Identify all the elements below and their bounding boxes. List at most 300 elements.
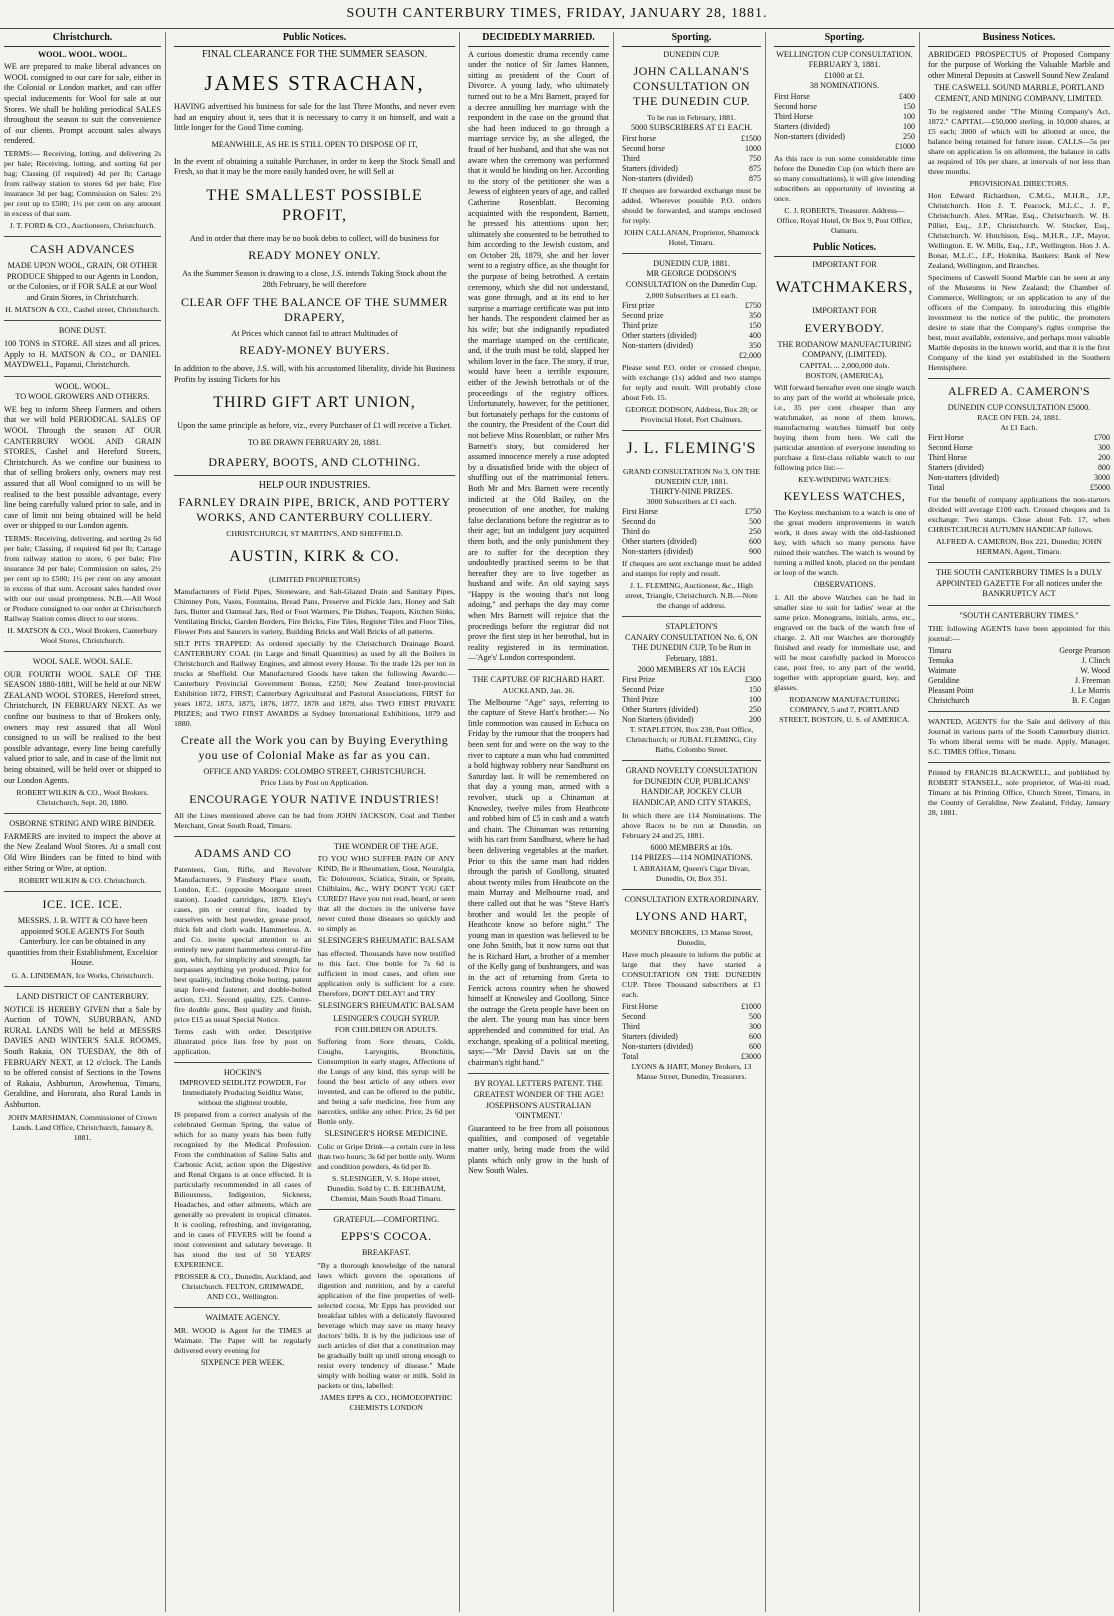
ad-body: 100 TONS in STORE. All sizes and all prices. Apply to H. MATSON & CO., or DANIEL MAYDWELL, Papanui, Christchurch. [4, 338, 161, 370]
row-label: Other starters (divided) [622, 330, 697, 340]
table-row [622, 134, 761, 144]
column-business-notices [924, 32, 1114, 1612]
table-row [622, 1042, 761, 1052]
ad-body: Hon Edward Richardson, C.M.G., M.H.R., J.P., Christchurch. Hon J. T. Peacock, M.L.C., J. P., Christchurch. Alex. M'Rae, Esq., Christchurch. W. H. Pilliet, Esq., J.P., Christchurch. W. Stocker, Esq., Christchurch. W. Hutchison, Esq., M.H.R., J.P., Mayor, Wellington. E. W. Mills, Esq., J.P., Wellington. Hon J. A. Bonar, M.L.C., J.P., Hokitika. Bankers: Bank of New Zealand, Wellington, and Branches. [928, 190, 1110, 270]
row-value: 750 [749, 153, 761, 163]
table-row [622, 517, 761, 527]
ad-signature: GEORGE DODSON, Address, Box 28; or Provincial Hotel, Port Chalmers. [625, 404, 758, 424]
row-label: Total [622, 1052, 639, 1062]
ad-headline: CANARY CONSULTATION No. 6, ON THE DUNEDIN CUP, To be Run in February, 1881. [625, 632, 758, 663]
table-row [928, 463, 1110, 473]
divider [928, 378, 1110, 379]
ad-line: As the Summer Season is drawing to a close, J.S. intends Taking Stock about the 28th February, he will therefore [182, 269, 447, 289]
row-value: 875 [749, 173, 761, 183]
table-row [622, 311, 761, 321]
ad-signature: G. A. LINDEMAN, Ice Works, Christchurch. [11, 971, 154, 981]
divider [928, 562, 1110, 563]
row-label: First Horse [774, 91, 810, 101]
table-row [774, 132, 915, 142]
row-label: Non-starters (divided) [622, 173, 693, 183]
article-body: A curious domestic drama recently came under the notice of Sir James Hannen, sitting as president of the Court of Divorce. A young lady, who ultimately turned out to be a Mrs Barnett, prayed for a decree annulling her marriage with the respondent in the case on the ground that she had been induced to go through a marriage service by, as she alleged, the fraud of her husband, and that she was not aware when the ceremony was performed that it would be binding on her. According to the story of the petitioner she was a Jewess of eighteen years of age, and called Catherine Rosenblatt. Becoming acquainted with the respondent, Barnett, he pressed his attentions upon her; ultimately she consented to be betrothed to him according to the Jewish custom, and on October 28, 1879, she and her lover went to a registry office, as she thought for the purpose of being betrothed. A certain ceremony, which she did not understand, was gone through, and at its end to her surprise a marriage certificate was put into her hands. The respondent claimed her as his wife; but she indignantly repudiated the marriage stamped on the certificate, and, if the truth must be told, slapped her whilom lover in the face. The story, if true, would have been a terrible exposure, either of the Jewish betrothals or of the proceedings of the registry offices. Unfortunately, however, for the petitioner, but fortunately perhaps for the customs of the country, the President of the Court did not believe Miss Rosenblatt, or rather Mrs Barnett's story, but considered her assumed innocence merely a ruse adopted by a dissatisfied bride with the object of shuffling out of the matrimonial fetters. Both Mr and Mrs Barnett were recently indicted at the Old Bailey, on the prosecution of one another, for making false declarations before the registrar as to their age; but an indulgent jury acquitted them both, and the only punishment they are to suffer for the deception they undoubtedly practised seems to be that hereafter they are to live together as husband and wife. An old saying says "Happy is the wooing that's not long adoing," and perhaps the day may come when Mrs Barnett will rejoice that the proceedings before the registrar did not prove the first step in her betrothal, but in reality registered in its termination.—'Age's' London correspondent. [468, 49, 609, 663]
advertiser-name: JAMES STRACHAN, [204, 71, 425, 96]
ad-signature: C. J. ROBERTS, Treasurer. Address—Office, Royal Hotel, Or Box 9, Post Office, Oamaru. [776, 205, 913, 235]
ad-signature: JAMES EPPS & CO., HOMOEOPATHIC CHEMISTS LONDON [320, 1392, 453, 1412]
row-value: £750 [745, 507, 761, 517]
row-value: W. Wood [1080, 665, 1110, 675]
ad-signature: T. STAPLETON, Box 238, Post Office, Christchurch; or JUBAL FLEMING, City Baths, Colombo Street. [626, 725, 757, 755]
ad-line: Price Lists by Post on Application. [260, 777, 369, 787]
row-value: £2,000 [739, 350, 761, 360]
ad-line: TO BE DRAWN FEBRUARY 28, 1881. [247, 437, 382, 447]
ad-title: GRAND NOVELTY CONSULTATION for DUNEDIN CUP, PUBLICANS' HANDICAP, JOCKEY CLUB HANDICAP, AND CITY STAKES, [625, 766, 758, 807]
ad-title: OSBORNE STRING AND WIRE BINDER. [9, 819, 156, 829]
table-row [622, 1032, 761, 1042]
row-label: Second Prize [622, 685, 664, 695]
table-row [622, 705, 761, 715]
ad-headline: READY MONEY ONLY. [248, 248, 381, 263]
divider [622, 760, 761, 761]
table-row [622, 321, 761, 331]
row-label: First horse [622, 133, 656, 143]
table-row [928, 433, 1110, 443]
subcolumn-right [318, 842, 456, 1413]
agents-table [928, 646, 1110, 706]
row-label: Second prize [622, 310, 664, 320]
ad-line: MEANWHILE, AS HE IS STILL OPEN TO DISPOSE OF IT, [211, 139, 418, 149]
ad-headline: Create all the Work you can by Buying Everything you use of Colonial Make as far as you can. [180, 733, 449, 763]
ad-headline: 114 PRIZES—114 NOMINATIONS. [630, 853, 753, 863]
ad-body: MESSRS. J. B. WITT & CO have been appointed SOLE AGENTS For South Canterbury. Ice can be obtained in any quantities from their Establishment, Excelsior House. [7, 916, 158, 968]
row-value: £5000 [1090, 483, 1110, 493]
column-sporting-2 [770, 32, 920, 1612]
ad-signature: H. MATSON & CO., Wool Brokers, Canterbury Wool Stores, Christchurch. [7, 626, 158, 645]
table-row [928, 686, 1110, 696]
row-label: Third do [622, 527, 650, 537]
row-label [774, 142, 884, 152]
row-value: 150 [903, 101, 915, 111]
table-row [928, 483, 1110, 493]
ad-signature: RODANOW MANUFACTURING COMPANY, 5 and 7, PORTLAND STREET, BOSTON, U. S. of AMERICA. [779, 694, 910, 724]
divider [4, 320, 161, 321]
ad-headline: AUSTIN, KIRK & CO. [229, 548, 400, 566]
prize-table [774, 92, 915, 152]
ad-body: 1. All the above Watches can be had in smaller size to suit for ladies' wear at the same price. Monograms, initials, arms, etc., engraved on the back of the watch free of charge. 2. All our Watches are thoroughly finished and ready for immediate use, and will be most carefully packed in Morocco case, post free, to any part of the world, together with appropriate guard, key, and glasses. [774, 592, 915, 692]
row-value: 900 [749, 547, 761, 557]
ad-body: Guaranteed to be free from all poisonous qualities, and composed of vegetable matter only, being made from the wild plants which only grow in the bush of New South Wales. [468, 1123, 609, 1176]
ad-headline: WATCHMAKERS, [775, 279, 914, 297]
divider [4, 651, 161, 652]
table-row [774, 102, 915, 112]
ad-line: IMPORTANT FOR [812, 259, 877, 269]
ad-signature: ALFRED A. CAMERON, Box 221, Dunedin; JOHN HERMAN, Agent, Timaru. [936, 537, 1102, 557]
ad-subtitle: TO WOOL GROWERS AND OTHERS. [15, 392, 150, 402]
ad-body: TO YOU WHO SUFFER PAIN OF ANY KIND, Be it Rheumatism, Gout, Neuralgia, Tic Doloureux, Sciatica, Strain, or Sprain, Chilblains, &c., WHY DON'T YOU GET CURED? Have you not read, heard, or seen that all the doctors in the universe have never cured those diseases so quickly and so simply as [317, 854, 455, 934]
ad-title: OBSERVATIONS. [813, 579, 876, 589]
ad-title: WAIMATE AGENCY. [205, 1313, 280, 1323]
ad-body: In the event of obtaining a suitable Purchaser, in order to keep the Stock Small and Fresh, so that it may be the more easily handed over, he will Sell at [174, 156, 455, 177]
ad-signature: J. T. FORD & CO., Auctioneers, Christchurch. [9, 220, 156, 230]
ad-headline: THE SMALLEST POSSIBLE PROFIT, [206, 186, 423, 224]
table-row [928, 443, 1110, 453]
table-row [622, 1052, 761, 1062]
ad-title: CASH ADVANCES [30, 241, 135, 256]
ad-headline: DRAPERY, BOOTS, AND CLOTHING. [208, 454, 421, 469]
table-row [928, 656, 1110, 666]
divider [928, 605, 1110, 606]
row-value: 250 [749, 527, 761, 537]
imprint: Printed by FRANCIS BLACKWELL, and published by ROBERT STANSELL, sole proprietor, of Wai-iti road, Timaru at his Printing Office, Church Street, Timaru, in the County of Geraldine, New Zealand, Friday, January 28, 1881. [928, 767, 1110, 817]
ad-body: Specimens of Caswell Sound Marble can be seen at any of the Museums in New Zealand; the Chamber of Commerce, Wellington; or on application to any of the officers of the Company. In introducing this eligible investment to the notice of the public, the promoters desire to state that the Company's rights comprise the best, most available, extensive, and perhaps most valuable Marble deposits in the known world, and that it is the first Company of the kind yet established in the Southern Hemisphere. [928, 272, 1110, 372]
row-label: First Horse [622, 507, 658, 517]
ad-body: WANTED, AGENTS for the Sale and delivery of this Journal in various parts of the South Canterbury district. To whom liberal terms will be made. Apply, Manager, S.C. TIMES Office, Timaru. [928, 716, 1110, 756]
row-value: £700 [1094, 433, 1110, 443]
row-value: 350 [749, 340, 761, 350]
divider [622, 889, 761, 890]
row-label: Non-starters (divided) [774, 131, 845, 141]
row-label: Non-starters (divided) [622, 340, 693, 350]
ad-subtitle: GRAND CONSULTATION No 3, ON THE DUNEDIN CUP, 1881. [622, 466, 761, 486]
ad-subtitle: MONEY BROKERS, 13 Manse Street, Dunedin, [630, 928, 753, 948]
divider [4, 986, 161, 987]
ad-terms: TERMS:— Receiving, lotting, and delivering 2s per bale; Receiving, lotting, and sorting 6d per bag; Classing (if required) 4d per lb; Cartage from railway station to stores 6d per bale; Fire insurance 3d per bag; Commission on Sales: 2½ per cent up to £500; 1½ per cent on any amount in excess of that sum. [4, 148, 161, 218]
row-label: First Horse [622, 1002, 658, 1012]
article-dateline: AUCKLAND, Jan. 26. [502, 685, 575, 695]
ad-signature: LYONS & HART, Money Brokers, 13 Manse Street, Dunedin, Treasurers. [631, 1062, 752, 1082]
table-row [774, 92, 915, 102]
ad-title: STAPLETON'S [665, 622, 718, 632]
row-label: Second [622, 1012, 646, 1022]
row-value: 500 [749, 1012, 761, 1022]
ad-line: £1000 at £1. [824, 70, 865, 80]
ad-body: OUR FOURTH WOOL SALE OF THE SEASON 1880-1881, Will be held at our NEW ZEALAND WOOL STORES, Hereford street, Christchurch, IN FEBRUARY NEXT. As we confine our business to that of Brokers only, owners may rest assured that all Wool consigned to us will be realised to the best possible advantage, every line being carefully valued prior to sale, and in case of the limit not being obtained, will be held over or shipped to our London Agents. [4, 669, 161, 785]
row-value: 3000 [1094, 473, 1110, 483]
row-label: Geraldine [928, 675, 960, 685]
ad-line: At Prices which cannot fail to attract Multitudes of [231, 328, 398, 338]
table-row [622, 1012, 761, 1022]
ad-title: BY ROYAL LETTERS PATENT. THE GREATEST WONDER OF THE AGE! [473, 1079, 604, 1099]
ad-headline: FARNLEY DRAIN PIPE, BRICK, AND POTTERY WORKS, AND CANTERBURY COLLIERY. [178, 495, 451, 525]
table-row [774, 122, 915, 132]
row-label: First Prize [622, 675, 656, 685]
row-label: First prize [622, 300, 655, 310]
table-row [622, 527, 761, 537]
ad-signature: ROBERT WILKIN & CO., Wool Brokers. Christchurch, Sept. 20, 1880. [16, 788, 149, 808]
column-heading: Business Notices. [928, 32, 1110, 47]
divider [174, 1062, 312, 1063]
row-label: Third Horse [774, 111, 813, 121]
ad-line: (LIMITED PROPRIETORS) [268, 575, 361, 585]
subcolumn-left [174, 842, 312, 1413]
ad-title: DUNEDIN CUP, 1881. [653, 258, 730, 268]
table-row [622, 1002, 761, 1012]
ad-title: THE RODANOW MANUFACTURING COMPANY, (LIMITED). [777, 339, 912, 360]
ad-body: All the Lines mentioned above can be had from JOHN JACKSON, Coal and Timber Merchant, Great South Road, Timaru. [174, 810, 455, 830]
prize-table [928, 433, 1110, 493]
row-label: Christchurch [928, 695, 970, 705]
ad-body: To be registered under "The Mining Company's Act, 1872." CAPITAL—£50,000 sterling, in 10,000 shares, at £5 each; 3000 of which will be allotted at once, the balance being retained for future issue. CALLS—5s per share on application 5s on allotment, the balance in calls as required of 10s per share, at intervals of not less than three months. [928, 106, 1110, 176]
row-value: £1000 [741, 1002, 761, 1012]
ad-subtitle: DUNEDIN CUP CONSULTATION £5000. [947, 402, 1091, 412]
column-heading: Sporting. [622, 32, 761, 47]
ad-title: HOCKIN'S [223, 1067, 262, 1077]
table-row [928, 453, 1110, 463]
ad-line: IMPORTANT FOR [812, 306, 877, 316]
ad-line: BREAKFAST. [361, 1248, 411, 1258]
prize-table [622, 675, 761, 725]
row-value: 600 [749, 537, 761, 547]
ad-signature: JOHN CALLANAN, Proprietor, Shamrock Hotel, Timaru. [623, 227, 760, 247]
ad-line: OFFICE AND YARDS: COLOMBO STREET, CHRISTCHURCH. [203, 767, 426, 777]
ad-headline: EVERYBODY. [804, 320, 885, 335]
divider [622, 430, 761, 431]
ad-headline: JOSEPHSON'S AUSTRALIAN 'OINTMENT.' [485, 1100, 592, 1121]
ad-signature: ROBERT WILKIN & CO. Christchurch. [18, 876, 147, 886]
prize-table [622, 507, 761, 557]
ad-title: J. L. FLEMING'S [626, 439, 757, 457]
ad-body: has effected. Thousands have now testified to this fact. One bottle for 7s 6d is sufficient in most cases, and often one application only is sufficient for a cure. Therefore, DON'T DELAY! and TRY [317, 948, 455, 998]
row-label: Starters (divided) [774, 121, 830, 131]
table-row [928, 666, 1110, 676]
ad-headline: SLESINGER'S RHEUMATIC BALSAM [318, 936, 455, 946]
row-value: J. Le Morris [1070, 685, 1110, 695]
ad-title: CONSULTATION EXTRAORDINARY. [624, 894, 759, 904]
ad-body: Colic or Gripe Drink—a certain cure in less than two hours; 3s 6d per bottle only. Worm and condition powders, 4s 6d per lb. [317, 1141, 455, 1171]
row-label: Timaru [928, 645, 952, 655]
ad-line: 2,000 Subscribers at £1 each. [645, 290, 738, 300]
divider [468, 669, 609, 670]
divider [928, 762, 1110, 763]
column-sporting [618, 32, 766, 1612]
ad-line: CHRISTCHURCH, ST MARTIN'S, AND SHEFFIELD. [226, 529, 403, 539]
row-value: 150 [749, 320, 761, 330]
divider [622, 253, 761, 254]
table-row [622, 301, 761, 311]
ad-body: HAVING advertised his business for sale for the last Three Months, and never even had an enquiry about it, sees that it is necessary to carry it on himself, and wait a little longer for the Good Time coming. [174, 102, 455, 133]
row-value: 100 [903, 121, 915, 131]
row-value: 250 [903, 131, 915, 141]
ad-headline: FINAL CLEARANCE FOR THE SUMMER SEASON. [201, 48, 428, 60]
ad-line: BOSTON, (AMERICA), [805, 370, 884, 380]
ad-subtitle: KEY-WINDING WATCHES: [798, 474, 891, 484]
ad-title: LAND DISTRICT OF CANTERBURY. [16, 992, 149, 1002]
ad-headline: KEYLESS WATCHES, [783, 488, 906, 503]
row-value: B. F. Cogan [1071, 695, 1110, 705]
row-value: 100 [749, 695, 761, 705]
ad-title: WELLINGTON CUP CONSULTATION. FEBRUARY 3, 1881. [776, 49, 913, 70]
ad-body: "By a thorough knowledge of the natural laws which govern the operations of digestion and nutrition, and by a careful application of the fine properties of well-selected cocoa, Mr Epps has provided our breakfast tables with a delicately flavoured beverage which may save us many heavy doctors' bills. It is by the judicious use of such articles of diet that a constitution may be gradually built up until strong enough to resist every tendency of disease." Made simply with boiling water or milk. Sold in packets or tins, labelled: [317, 1260, 455, 1390]
table-row [774, 142, 915, 152]
ad-line: RACE ON FEB. 24, 1881. [977, 413, 1061, 423]
table-row [622, 144, 761, 154]
ad-line: To be run in February, 1881. [647, 113, 736, 123]
ad-title: ICE. ICE. ICE. [42, 897, 123, 912]
row-value: 250 [749, 705, 761, 715]
ad-body: Please send P.O. order or crossed cheque, with exchange (1s) added and two stamps for reply and result. Will probably close about Feb. 15. [622, 362, 761, 402]
table-row [622, 1022, 761, 1032]
row-label [622, 351, 729, 361]
ad-title: ADAMS AND CO [194, 845, 292, 860]
row-label: Non-starters (divided) [928, 473, 999, 483]
row-label: Third [622, 1022, 640, 1032]
ad-body: The Keyless mechanism to a watch is one of the great modern improvements in watch work, it does away with the old-fashioned key, with which so many persons have ruined their watches. The watch is wound by turning a milled knob, placed on the pendant or loop of the watch. [774, 507, 915, 577]
ad-body: MR. WOOD is Agent for the TIMES at Waimate. The Paper will be regularly delivered every evening for [174, 1325, 312, 1355]
column-heading: DECIDEDLY MARRIED. [468, 32, 609, 47]
ad-title: ALFRED A. CAMERON'S [947, 383, 1090, 398]
ad-body: As this race is run some considerable time before the Dunedin Cup (on which there are so many consultations), it will give intending subscribers an opportunity of investing at once. [774, 153, 915, 203]
row-value: 875 [749, 163, 761, 173]
row-value: J. Freeman [1074, 675, 1110, 685]
ad-headline: HELP OUR INDUSTRIES. [258, 479, 371, 491]
row-label: Pleasant Point [928, 685, 974, 695]
ad-signature: J. L. FLEMING, Auctioneer, &c., High street, Triangle, Christchurch. N.B.—Note the change of address. [625, 581, 758, 611]
row-label: Starters (divided) [928, 463, 984, 473]
row-value: 100 [903, 111, 915, 121]
row-value: £3000 [741, 1052, 761, 1062]
ad-title: WOOL. WOOL. [54, 381, 111, 391]
column-christchurch [0, 32, 166, 1612]
ad-body: IS prepared from a correct analysis of the celebrated German Spring, the value of which for so many years has been fully recognised by the Medical Profession. From the combination of Saline Salts and Carbonic Acid, action upon the Digestive and Renal Organs is at once effected. It is particularly recommended in all cases of Biliousness, Indigestion, Sickness, Headaches, and other ailments, which are generally so prevalent in tropical climates. It is cooling, refreshing, and invigorating, and in cases of FEVERS will be found a most convenient and salutary beverage. It has stood the test of 50 YEARS' EXPERIENCE. [174, 1110, 312, 1270]
row-value: £1000 [895, 141, 915, 151]
ad-body: WE are prepared to make liberal advances on WOOL consigned to our care for sale, either in the Colonial or London market, and can offer special inducements for Wool for sale at our Stores. We shall be holding periodical SALES throughout the season to suit the convenience of our clients. Prompt account sales always rendered. [4, 62, 161, 146]
ad-subtitle: FOR CHILDREN OR ADULTS. [334, 1025, 438, 1035]
table-row [928, 676, 1110, 686]
ad-body: FARMERS are invited to inspect the above at the New Zealand Wool Stores. At a small cost Old Wire Binders can be fitted to bind with either String or Wire, at option. [4, 831, 161, 873]
row-label: Third Prize [622, 695, 659, 705]
prize-table [622, 301, 761, 361]
row-label: Total [928, 483, 945, 493]
divider [928, 711, 1110, 712]
ad-line: And in order that there may be no book debts to collect, will do business for [189, 233, 440, 243]
table-row [622, 507, 761, 517]
divider [4, 376, 161, 377]
divider [174, 836, 455, 837]
row-value: 600 [749, 1032, 761, 1042]
ad-body: Manufacturers of Field Pipes, Stoneware, and Salt-Glazed Drain and Sanitary Pipes, Chimney Pots, Vases, Fountains, Bread Pans, Preserve and Pickle Jars, Honey and Salt Jars, Butter and Oatmeal Jars, Red or Foot Warmers, Pie Dishes, Teapots, Kitchen Sinks, Ventilating Bricks, Garden Borders, Fire Bricks, Fire Tiles, Register Tiles and Floor Tiles, Flower Pots and Saucers in variety, Building Bricks and Wall Bricks of all patterns. [174, 587, 455, 637]
row-label: Third [622, 153, 640, 163]
table-row [622, 547, 761, 557]
row-value: 500 [749, 517, 761, 527]
ad-line: At £1 Each. [1000, 423, 1038, 433]
ad-headline: JOHN CALLANAN'S CONSULTATION ON THE DUNEDIN CUP. [632, 64, 751, 109]
table-row [928, 696, 1110, 706]
ad-headline: SLESINGER'S RHEUMATIC BALSAM [318, 1000, 455, 1010]
row-label: Second horse [622, 143, 665, 153]
ad-body: For the benefit of company applications the non-starters divided will average £100 each. Crossed cheques and 1s exchange. Two stamps. Close about Feb. 17, when CHRISTCHURCH AUTUMN HANDICAP follows. [928, 495, 1110, 535]
ad-title: BONE DUST. [58, 326, 107, 336]
row-value: 1000 [745, 143, 761, 153]
column-heading: Christchurch. [4, 32, 161, 47]
row-label: Third Horse [928, 453, 967, 463]
ad-line: 3000 Subscribers at £1 each. [646, 497, 737, 507]
row-label: Other starters (divided) [622, 537, 697, 547]
table-row [774, 112, 915, 122]
row-value: £300 [745, 675, 761, 685]
ad-body: In which there are 114 Nominations. The above Races to be run at Dunedin, on February 24 and 25, 1881. [622, 810, 761, 840]
divider [174, 475, 455, 476]
ad-line: Upon the same principle as before, viz., every Purchaser of £1 will receive a Ticket. [177, 421, 452, 431]
ad-body: In addition to the above, J.S. will, with his accustomed liberality, divide his Business Profits by issuing Tickets for his [174, 364, 455, 384]
masthead: SOUTH CANTERBURY TIMES, FRIDAY, JANUARY 28, 1881. [0, 0, 1114, 29]
ad-line: 2000 MEMBERS AT 10s EACH [637, 664, 746, 674]
ad-body: Will forward hereafter even one single watch to any part of the world at wholesale price, i.e., 35 per cent cheaper than any watchmaker, as none of them knows, manufacturing watches himself but only buying them from here. We call the particular attention of everyone intending to purchase a first-class reliable watch to our following price list:— [774, 382, 915, 472]
ad-headline: CLEAR OFF THE BALANCE OF THE SUMMER DRAPERY, [180, 294, 449, 324]
ad-body: If cheques are forwarded exchange must be added. Wherever possible P.O. orders should be forwarded, and stamps enclosed for reply. [622, 185, 761, 225]
ad-title: THE SOUTH CANTERBURY TIMES Is a DULY APPOINTED GAZETTE For all notices under the BANKRUPTCY ACT [935, 568, 1103, 599]
row-label: First Horse [928, 433, 964, 443]
ad-body: WE beg to inform Sheep Farmers and others that we will hold PERIODICAL SALES OF WOOL Through the season AT OUR CANTERBURY WOOL AND GRAIN STORES, Cashel and Hereford Streets, Christchurch. As we confine our business to that of selling brokers only, owners may rest assured that all Wool consigned to us will be realised to the best possible advantage, every line being carefully valued prior to sale, and in case of limit not being obtained will be held over or shipped to our London agents. [4, 404, 161, 531]
column-heading: Public Notices. [774, 242, 915, 257]
ad-body: THE following AGENTS have been appointed for this journal:— [928, 623, 1110, 643]
row-value: 300 [1098, 443, 1110, 453]
ad-title: THE CASWELL SOUND MARBLE, PORTLAND CEMENT, AND MINING COMPANY, LIMITED. [933, 83, 1104, 103]
prize-table [622, 134, 761, 184]
row-label: Other Starters (divided) [622, 705, 698, 715]
column-public-notices [170, 32, 460, 1612]
ad-line: 6000 MEMBERS at 10s. [650, 842, 733, 852]
divider [468, 1073, 609, 1074]
table-row [622, 154, 761, 164]
ad-signature: I. ABRAHAM, Queen's Cigar Divan, Dunedin, Or, Box 351. [633, 863, 750, 883]
row-label: Starters (divided) [622, 163, 678, 173]
ad-body: NOTICE IS HEREBY GIVEN that a Sale by Auction of TOWN, SUBURBAN, AND RURAL LANDS Will be held at MESSRS DAVIES AND WINTER'S SALE ROOMS, South Rakaia, ON TUESDAY, the 8th of FEBRUARY NEXT, at 12 o'clock. The Lands to be offered consist of Sections in the Towns of Rakaia, Ashburton, Arowhenua, Timaru, Geraldine, and Hororata, also Rural Lands in Ashburton. [4, 1004, 161, 1109]
ad-title: SLESINGER'S HORSE MEDICINE. [324, 1129, 448, 1139]
ad-body: Terms cash with order. Descriptive illustrated price lists free by post on application. [174, 1026, 312, 1056]
row-label: Waimate [928, 665, 957, 675]
ad-title: LESINGER'S COUGH SYRUP. [333, 1014, 440, 1024]
ad-body: SILT PITS TRAPPED: As ordered specially by the Christchurch Drainage Board. CANTERBURY COAL (in Large and Small Quantities) as used by all the Boilers in Christchurch and Railway Engines, and almost every House. To the trade 12s per ton in trucks at Sheffield. Our Manufactured Goods have taken the following Awards:—Canterbury Provincial Government Bonus, £250; New Zealand Inter-provincial Exhibition 1872, FIRST; Canterbury Agricultural and Pastoral Associations, FIRST for years 1872, 1873, 1875, 1876, 1877, 1878 and 1879, also TWO FIRST PRIVATE PRIZES; and TWO FIRST AWARDS at Sydney International Exhibitions, 1879 and 1880. [174, 639, 455, 729]
row-label: Non-starters (divided) [622, 1042, 693, 1052]
ad-signature: JOHN MARSHMAN, Commissioner of Crown Lands. Land Office, Christchurch, January 8, 1881. [8, 1112, 157, 1142]
table-row [622, 174, 761, 184]
row-value: 600 [749, 1042, 761, 1052]
ad-body: Patentees, Gun, Rifle, and Revolver Manufacturers, 9 Finsbury Place south, London, E.C. (opposite Moorgate street station). Loaded cartridges, 1879. Eley's cases, pin or central fire, loaded by ourselves with best powder, grease proof, thick felt and cloth wads. Hammerless. A. and Co. invite special attention to an entirely new patent hammerless central-fire gun, which, for simplicity and strength, far surpasses anything yet produced. Price for best quality, including choke boring, patent snap fore-end fastener, and double-bolted action, £31. Second quality, £25. Centre-fire double guns, Best quality and finish, price £15 as usual Special Notice. [174, 864, 312, 1024]
row-value: 300 [749, 1022, 761, 1032]
article-title: THE CAPTURE OF RICHARD HART. [472, 675, 605, 685]
ad-headline: THIRD GIFT ART UNION, [213, 394, 416, 412]
subcolumns [174, 842, 455, 1413]
ad-signature: PROSSER & CO., Dunedin, Auckland, and Christchurch. FELTON, GRIMWADE, AND CO., Wellington. [174, 1272, 311, 1302]
ad-signature: S. SLESINGER, V. S. Hope street, Dunedin. Sold by C. B. EICHBAUM, Chemist, Main South Road Timaru. [327, 1173, 446, 1203]
ad-title: DUNEDIN CUP. [663, 49, 720, 59]
ad-body: MADE UPON WOOL, GRAIN, OR OTHER PRODUCE Shipped to our Agents in London, or the Colonies, or if FOR SALE at our Wool and Grain Stores, in Christchurch. [6, 260, 159, 302]
ad-title: WOOL SALE. WOOL SALE. [32, 657, 133, 666]
table-row [928, 473, 1110, 483]
ad-line: 5000 SUBSCRIBERS AT £1 EACH. [630, 123, 753, 133]
prize-table [622, 1002, 761, 1062]
table-row [622, 331, 761, 341]
ad-headline: 38 NOMINATIONS. [809, 81, 880, 91]
row-value: George Pearson [1059, 645, 1110, 655]
divider [4, 236, 161, 237]
row-label: Non-starters (divided) [622, 547, 693, 557]
ad-title: THE WONDER OF THE AGE. [333, 841, 439, 851]
row-value: £400 [899, 91, 915, 101]
ad-headline: THIRTY-NINE PRIZES. [650, 486, 733, 496]
table-row [928, 646, 1110, 656]
row-value: £1500 [741, 133, 761, 143]
divider [4, 813, 161, 814]
row-value: 350 [749, 310, 761, 320]
table-row [622, 675, 761, 685]
ad-headline: LYONS AND HART, [635, 909, 748, 924]
table-row [622, 351, 761, 361]
row-label: Second do [622, 517, 656, 527]
row-value: 200 [749, 715, 761, 725]
ad-terms: TERMS: Receiving, delivering, and sorting 2s 6d per bale; Classing, if required 6d per lb; Cartage from railway station to store, 6 per bale; Fire insurance 3d per bale; Commission on sales, 2½ per cent up to £500; 1½ per cent on any amount in excess of that sum. Account sales handed over with our our usual promptness. N.B.—All Wool or Produce consigned to our order at Christchurch Railway Station comes direct to our stores. [4, 534, 161, 623]
row-label: Second Horse [928, 443, 973, 453]
table-row [622, 715, 761, 725]
row-value: 150 [749, 685, 761, 695]
